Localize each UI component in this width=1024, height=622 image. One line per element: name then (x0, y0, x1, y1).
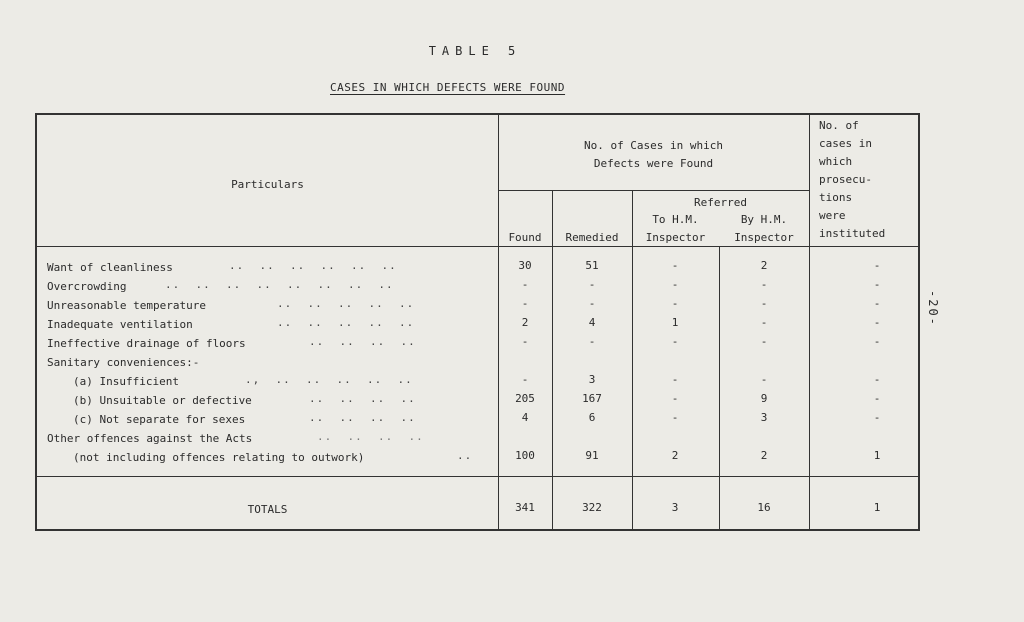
cell-to-hm: - (671, 392, 679, 405)
cell-prosecutions: - (873, 411, 881, 424)
totals-label: TOTALS (247, 503, 288, 516)
header-prosecutions-4: prosecu- (819, 173, 872, 186)
cell-prosecutions: - (873, 373, 881, 386)
row-label: Overcrowding (47, 280, 127, 293)
table-subtitle: CASES IN WHICH DEFECTS WERE FOUND (330, 81, 566, 94)
row-divider (37, 476, 918, 477)
cell-found: 30 (518, 259, 532, 272)
cell-to-hm: 2 (671, 449, 679, 462)
header-cases-found-1: No. of Cases in which (583, 139, 724, 152)
header-prosecutions-3: which (819, 155, 853, 168)
table-title: TABLE 5 (428, 44, 522, 58)
cell-to-hm: - (671, 373, 679, 386)
cell-prosecutions: - (873, 259, 881, 272)
row-label: Inadequate ventilation (47, 318, 193, 331)
leader-dots: .. .. .. .. .. .. (229, 259, 397, 272)
header-found: Found (508, 231, 542, 244)
leader-dots: .. .. .. .. (309, 335, 416, 348)
cell-to-hm: 1 (671, 316, 679, 329)
cell-by-hm: - (760, 335, 768, 348)
cell-found: 205 (515, 392, 535, 405)
total-prosecutions: 1 (873, 501, 881, 514)
header-prosecutions-7: instituted (819, 227, 886, 240)
cell-remedied: - (588, 335, 596, 348)
leader-dots: .. .. .. .. (309, 392, 416, 405)
cell-by-hm: - (760, 316, 768, 329)
cell-prosecutions: - (873, 297, 881, 310)
row-label: (b) Unsuitable or defective (73, 394, 252, 407)
header-remedied: Remedied (565, 231, 619, 244)
cell-to-hm: - (671, 259, 679, 272)
header-prosecutions-6: were (819, 209, 846, 222)
cell-remedied: 91 (585, 449, 599, 462)
col-divider (719, 247, 720, 531)
cell-to-hm: - (671, 297, 679, 310)
header-by-hm-2: Inspector (734, 231, 794, 244)
page-number: -20- (926, 290, 940, 327)
cell-by-hm: - (760, 278, 768, 291)
col-divider (809, 115, 810, 531)
leader-dots: .. .. .. .. .. .. .. .. (165, 278, 394, 291)
row-label: (c) Not separate for sexes (73, 413, 246, 426)
cell-remedied: 3 (588, 373, 596, 386)
leader-dots: .. (457, 449, 473, 462)
leader-dots: ., .. .. .. .. .. (245, 373, 413, 386)
cell-remedied: 6 (588, 411, 596, 424)
cell-by-hm: - (760, 297, 768, 310)
row-label: Unreasonable temperature (47, 299, 206, 312)
cell-remedied: 4 (588, 316, 596, 329)
header-particulars: Particulars (231, 178, 304, 191)
row-divider (37, 246, 918, 247)
cell-to-hm: - (671, 278, 679, 291)
total-to-hm: 3 (671, 501, 679, 514)
cell-by-hm: - (760, 373, 768, 386)
cell-to-hm: - (671, 411, 679, 424)
cell-found: - (521, 373, 529, 386)
row-label: Other offences against the Acts (47, 432, 253, 445)
cell-by-hm: 9 (760, 392, 768, 405)
cell-prosecutions: - (873, 392, 881, 405)
row-label: Sanitary conveniences:- (47, 356, 200, 369)
leader-dots: .. .. .. .. .. (277, 297, 415, 310)
row-label: (a) Insufficient (73, 375, 179, 388)
cell-found: 100 (515, 449, 535, 462)
row-label: Want of cleanliness (47, 261, 173, 274)
cell-found: 4 (521, 411, 529, 424)
cell-prosecutions: - (873, 278, 881, 291)
defects-table (35, 113, 920, 531)
total-found: 341 (515, 501, 535, 514)
cell-to-hm: - (671, 335, 679, 348)
cell-found: - (521, 297, 529, 310)
row-label: (not including offences relating to outwork) (73, 451, 365, 464)
cell-found: - (521, 278, 529, 291)
row-divider (498, 190, 809, 191)
leader-dots: .. .. .. .. (309, 411, 416, 424)
cell-by-hm: 2 (760, 449, 768, 462)
cell-remedied: 167 (582, 392, 602, 405)
cell-remedied: 51 (585, 259, 599, 272)
header-referred: Referred (694, 196, 747, 209)
row-label: Ineffective drainage of floors (47, 337, 246, 350)
total-remedied: 322 (582, 501, 602, 514)
leader-dots: .. .. .. .. (317, 430, 424, 443)
cell-found: - (521, 335, 529, 348)
total-by-hm: 16 (757, 501, 771, 514)
cell-by-hm: 3 (760, 411, 768, 424)
cell-prosecutions: - (873, 316, 881, 329)
leader-dots: .. .. .. .. .. (277, 316, 415, 329)
header-cases-found-2: Defects were Found (593, 157, 714, 170)
header-to-hm-2: Inspector (645, 231, 706, 244)
cell-prosecutions: 1 (873, 449, 881, 462)
cell-found: 2 (521, 316, 529, 329)
header-prosecutions-5: tions (819, 191, 853, 204)
cell-by-hm: 2 (760, 259, 768, 272)
cell-remedied: - (588, 297, 596, 310)
cell-prosecutions: - (873, 335, 881, 348)
header-prosecutions-2: cases in (819, 137, 872, 150)
header-prosecutions-1: No. of (819, 119, 859, 132)
header-to-hm-1: To H.M. (652, 213, 699, 226)
cell-remedied: - (588, 278, 596, 291)
header-by-hm-1: By H.M. (740, 213, 788, 226)
